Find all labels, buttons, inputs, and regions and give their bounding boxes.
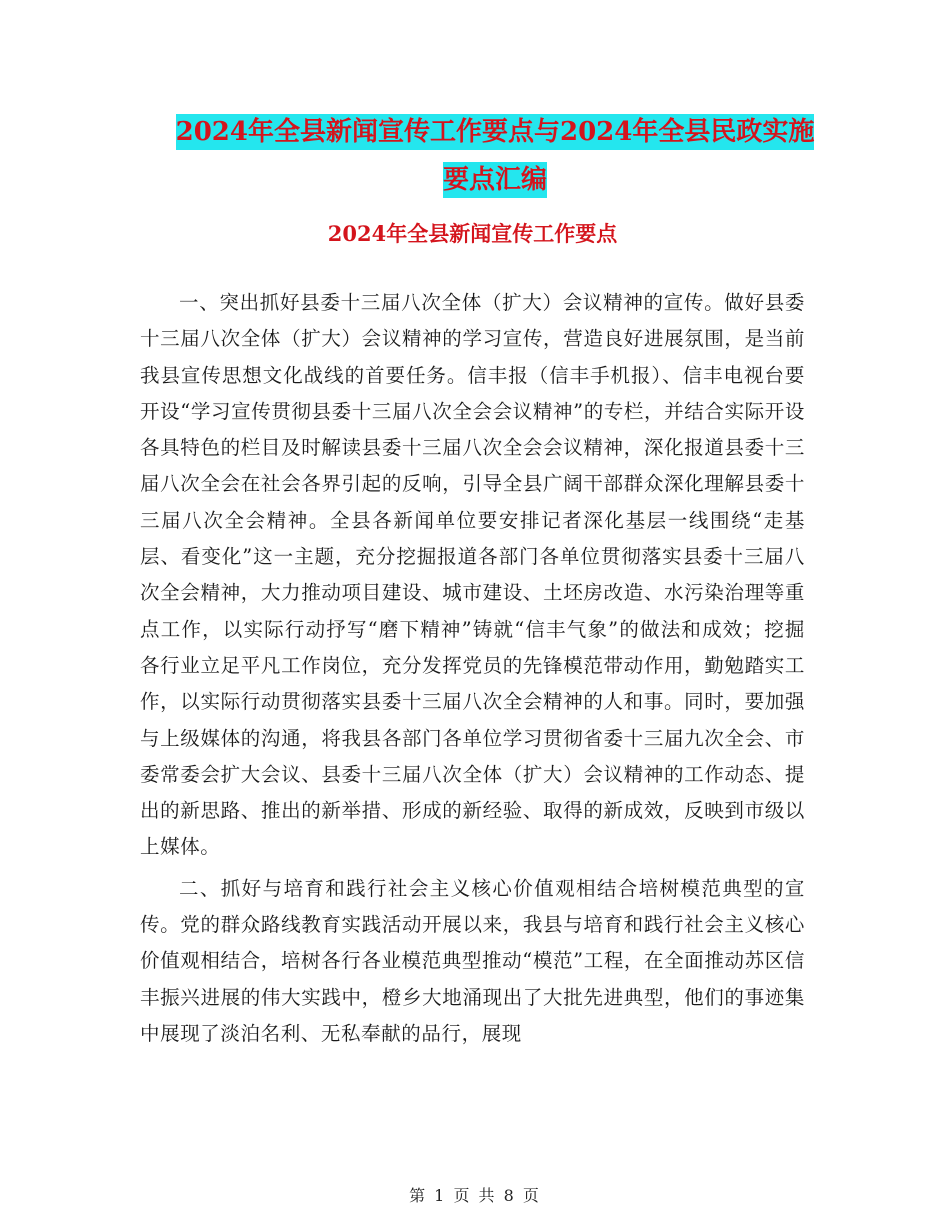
document-title-line1: 2024年全县新闻宣传工作要点与2024年全县民政实施 bbox=[176, 114, 815, 150]
section-heading: 2024年全县新闻宣传工作要点 bbox=[327, 221, 618, 246]
paragraph-2: 二、抓好与培育和践行社会主义核心价值观相结合培树模范典型的宣传。党的群众路线教育实践活动开展以来，我县与培育和践行社会主义核心价值观相结合，培树各行各业模范典型推动“模范”工程，在全面推动苏区信丰振兴进展的伟大实践中，橙乡大地涌现出了大批先进典型，他们的事迹集中展现了淡泊名利、无私奉献的品行，展现 bbox=[140, 876, 805, 1045]
document-title-line2: 要点汇编 bbox=[443, 162, 547, 198]
paragraph-1: 一、突出抓好县委十三届八次全体（扩大）会议精神的宣传。做好县委十三届八次全体（扩大）会议精神的学习宣传，营造良好进展氛围，是当前我县宣传思想文化战线的首要任务。信丰报（信丰手机报）、信丰电视台要开设“学习宣传贯彻县委十三届八次全会会议精神”的专栏，并结合实际开设各具特色的栏目及时解读县委十三届八次全会会议精神，深化报道县委十三届八次全会在社会各界引起的反响，引导全县广阔干部群众深化理解县委十三届八次全会精神。全县各新闻单位要安排记者深化基层一线围绕“走基层、看变化”这一主题，充分挖掘报道各部门各单位贯彻落实县委十三届八次全会精神，大力推动项目建设、城市建设、土坯房改造、水污染治理等重点工作，以实际行动抒写“磨下精神”铸就“信丰气象”的做法和成效；挖掘各行业立足平凡工作岗位，充分发挥党员的先锋模范带动作用，勤勉踏实工作，以实际行动贯彻落实县委十三届八次全会精神的人和事。同时，要加强与上级媒体的沟通，将我县各部门各单位学习贯彻省委十三届九次全会、市委常委会扩大会议、县委十三届八次全体（扩大）会议精神的工作动态、提出的新思路、推出的新举措、形成的新经验、取得的新成效，反映到市级以上媒体。 bbox=[140, 291, 805, 859]
document-title bbox=[150, 108, 840, 204]
page-footer: 第 1 页 共 8 页 bbox=[409, 1186, 541, 1205]
document-body bbox=[140, 285, 805, 1052]
